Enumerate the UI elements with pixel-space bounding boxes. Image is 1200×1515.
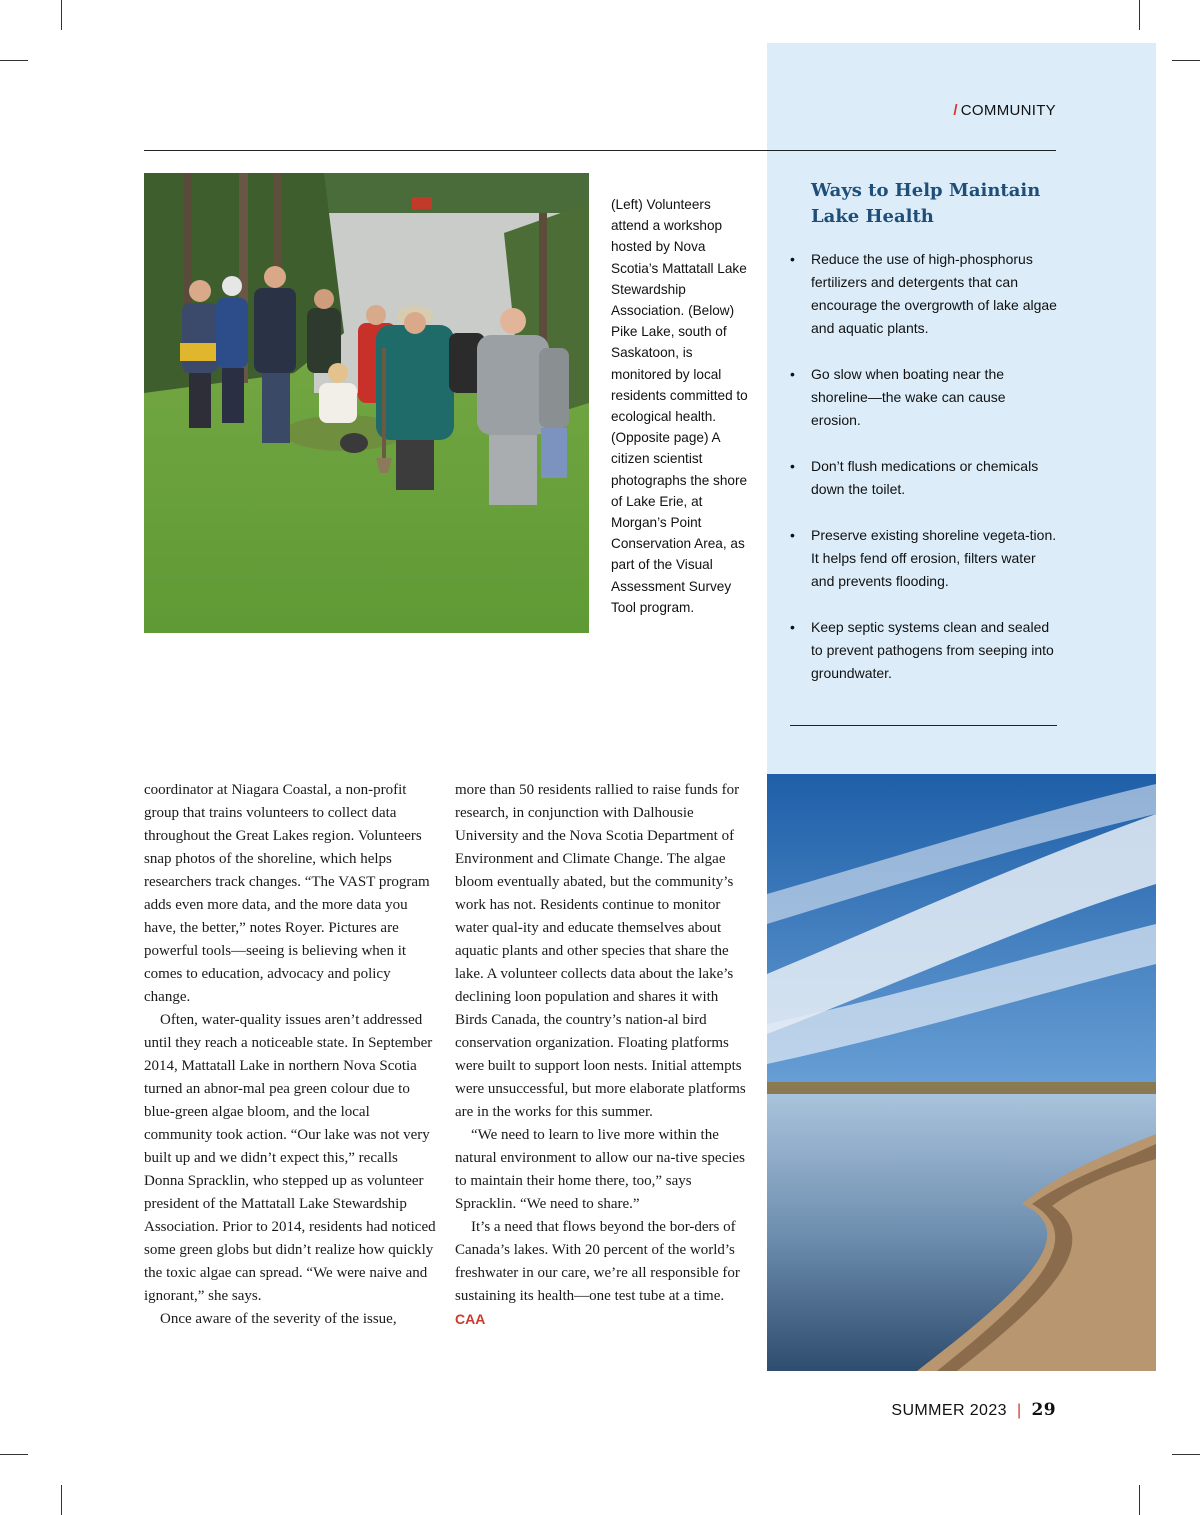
sidebar-rule (790, 725, 1057, 726)
article-column-1 (144, 779, 436, 1331)
crop-mark (1139, 0, 1140, 30)
page-number: 29 (1031, 1400, 1056, 1420)
footer-separator: | (1016, 1402, 1022, 1419)
end-mark-caa: CAA (455, 1311, 486, 1327)
crop-mark (1172, 60, 1200, 61)
sidebar-title: Ways to Help Maintain Lake Health (811, 180, 1041, 227)
tip-item: • Keep septic systems clean and sealed to prevent pathogens from seeping into groundwater. (790, 616, 1058, 685)
crop-mark (0, 1454, 28, 1455)
article-column-2 (455, 779, 747, 1332)
tip-item: • Go slow when boating near the shoreline—the wake can cause erosion. (790, 363, 1058, 432)
article-paragraph: more than 50 residents rallied to raise funds for research, in conjunction with Dalhousie University and the Nova Scotia Department of Environment and Climate Change. The algae bloom eventually abated, but the community’s work has not. Residents continue to monitor water qual-ity and educate themselves about aquatic plants and other species that share the lake. A volunteer collects data about the lake’s declining loon population and shares it with Birds Canada, the country’s nation-al bird conservation organization. Floating platforms were built to support loon nests. Initial attempts were unsuccessful, but more elaborate platforms are in the works for this summer. (455, 782, 746, 1120)
tip-item: • Reduce the use of high-phosphorus fertilizers and detergents that can encourage the overgrowth of lake algae and aquatic plants. (790, 248, 1058, 340)
article-text: It’s a need that flows beyond the bor-ders of Canada’s lakes. With 20 percent of the world’s freshwater in our care, we’re all responsible for sustaining its health—one test tube at a time. (455, 1219, 740, 1304)
article-paragraph: Once aware of the severity of the issue, (160, 1311, 397, 1327)
section-slash: / (953, 102, 958, 119)
tip-item: • Don’t flush medications or chemicals down the toilet. (790, 455, 1058, 501)
volunteers-photo (144, 173, 589, 633)
section-name: COMMUNITY (960, 102, 1056, 119)
crop-mark (1172, 1454, 1200, 1455)
photo-caption: (Left) Volunteers attend a workshop hosted by Nova Scotia’s Mattatall Lake Stewardship Association. (Below) Pike Lake, south of Saskatoon, is monitored by local residents committed to ecological health. (Opposite page) A citizen scientist photographs the shore of Lake Erie, at Morgan’s Point Conservation Area, as part of the Visual Assessment Survey Tool program. (611, 197, 748, 615)
article-paragraph: coordinator at Niagara Coastal, a non-profit group that trains volunteers to collect data throughout the Great Lakes region. Volunteers snap photos of the shoreline, which helps researchers track changes. “The VAST program adds even more data, and the more data you have, the better,” notes Royer. Pictures are powerful tools—seeing is believing when it comes to education, advocacy and policy change. (144, 782, 430, 1005)
lake-photo (767, 774, 1156, 1371)
article-paragraph: “We need to learn to live more within the natural environment to allow our na-tive species to maintain their home there, too,” says Spracklin. “We need to share.” (455, 1127, 745, 1212)
crop-mark (1139, 1485, 1140, 1515)
section-label (953, 102, 1056, 119)
header-rule (144, 150, 1056, 151)
page-footer (891, 1400, 1056, 1420)
crop-mark (61, 0, 62, 30)
issue-label: SUMMER 2023 (891, 1402, 1007, 1419)
tips-list (790, 248, 1058, 708)
tip-item: • Preserve existing shoreline vegeta-tion. It helps fend off erosion, filters water and prevents flooding. (790, 524, 1058, 593)
article-paragraph: Often, water-quality issues aren’t addressed until they reach a noticeable state. In September 2014, Mattatall Lake in northern Nova Scotia turned an abnor-mal pea green colour due to blue-green algae bloom, and the local community took action. “Our lake was not very built up and we didn’t expect this,” recalls Donna Spracklin, who stepped up as volunteer president of the Mattatall Lake Stewardship Association. Prior to 2014, residents had noticed some green globs but didn’t realize how quickly the toxic algae can spread. “We were naive and ignorant,” she says. (144, 1012, 436, 1304)
crop-mark (61, 1485, 62, 1515)
crop-mark (0, 60, 28, 61)
article-paragraph-final (455, 1216, 747, 1332)
